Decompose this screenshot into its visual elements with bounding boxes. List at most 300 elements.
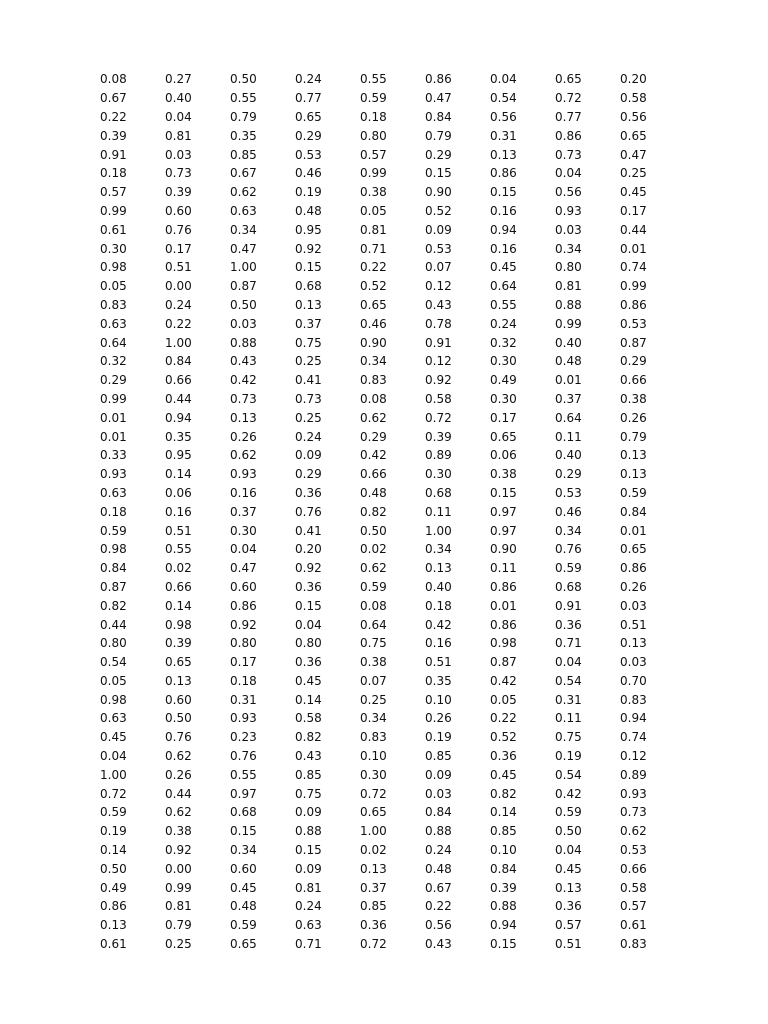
table-cell: 0.94 [620,711,647,726]
table-cell: 0.50 [230,297,257,312]
table-cell: 0.65 [490,429,517,444]
table-cell: 0.31 [490,128,517,143]
table-cell: 0.29 [295,467,322,482]
table-cell: 0.12 [620,749,647,764]
table-cell: 0.30 [425,467,452,482]
table-cell: 0.87 [490,655,517,670]
table-cell: 0.65 [360,297,387,312]
table-cell: 0.55 [230,767,257,782]
table-cell: 0.15 [295,843,322,858]
table-row [100,183,685,202]
table-cell: 0.52 [360,279,387,294]
table-cell: 0.59 [555,805,582,820]
table-cell: 0.05 [100,673,127,688]
table-cell: 0.53 [620,316,647,331]
table-cell: 0.56 [555,185,582,200]
table-cell: 0.22 [360,260,387,275]
table-cell: 0.34 [555,241,582,256]
table-cell: 0.03 [620,598,647,613]
table-cell: 0.76 [295,504,322,519]
table-cell: 0.57 [620,899,647,914]
table-cell: 0.94 [165,410,192,425]
table-cell: 0.03 [555,222,582,237]
table-cell: 0.75 [360,636,387,651]
table-cell: 0.79 [165,918,192,933]
table-row [100,296,685,315]
table-cell: 0.86 [230,598,257,613]
table-cell: 0.67 [100,91,127,106]
table-cell: 0.09 [295,805,322,820]
table-cell: 0.19 [100,824,127,839]
table-row [100,258,685,277]
table-cell: 0.06 [490,448,517,463]
table-row [100,916,685,935]
table-cell: 0.93 [100,467,127,482]
table-cell: 0.44 [165,391,192,406]
table-row [100,596,685,615]
table-cell: 0.72 [100,786,127,801]
table-cell: 0.87 [100,579,127,594]
table-cell: 0.78 [425,316,452,331]
table-cell: 0.29 [555,467,582,482]
table-cell: 0.88 [425,824,452,839]
table-cell: 0.24 [165,297,192,312]
table-row [100,239,685,258]
table-row [100,784,685,803]
table-cell: 0.62 [165,749,192,764]
table-cell: 0.13 [230,410,257,425]
table-cell: 0.80 [230,636,257,651]
table-cell: 0.58 [620,91,647,106]
table-cell: 0.81 [165,899,192,914]
table-cell: 0.24 [295,899,322,914]
table-cell: 0.50 [360,523,387,538]
table-cell: 0.15 [490,185,517,200]
table-cell: 0.34 [230,222,257,237]
table-cell: 0.23 [230,730,257,745]
table-cell: 0.20 [295,542,322,557]
table-cell: 0.25 [165,937,192,952]
table-cell: 0.50 [230,72,257,87]
table-cell: 0.05 [490,692,517,707]
table-cell: 0.47 [425,91,452,106]
table-cell: 0.48 [425,861,452,876]
table-cell: 0.03 [165,147,192,162]
table-cell: 0.39 [165,636,192,651]
table-cell: 0.90 [425,185,452,200]
table-cell: 0.08 [100,72,127,87]
table-cell: 0.85 [295,767,322,782]
table-cell: 0.13 [490,147,517,162]
table-cell: 0.42 [230,373,257,388]
table-row [100,540,685,559]
table-cell: 0.57 [555,918,582,933]
table-cell: 0.75 [555,730,582,745]
table-cell: 0.81 [165,128,192,143]
table-cell: 0.01 [620,523,647,538]
table-cell: 0.77 [295,91,322,106]
table-cell: 0.41 [295,523,322,538]
table-cell: 0.98 [490,636,517,651]
table-cell: 0.62 [230,185,257,200]
table-cell: 0.83 [360,730,387,745]
table-cell: 0.22 [490,711,517,726]
table-cell: 0.86 [555,128,582,143]
table-cell: 0.84 [490,861,517,876]
table-cell: 0.47 [230,561,257,576]
table-cell: 0.84 [425,805,452,820]
table-cell: 0.93 [620,786,647,801]
table-cell: 0.29 [360,429,387,444]
table-cell: 0.51 [555,937,582,952]
table-cell: 0.39 [100,128,127,143]
table-cell: 0.48 [555,354,582,369]
table-cell: 0.63 [100,316,127,331]
table-cell: 0.81 [295,880,322,895]
table-cell: 0.30 [490,354,517,369]
table-cell: 0.70 [620,673,647,688]
number-table [100,70,685,953]
table-cell: 0.26 [620,579,647,594]
table-cell: 0.29 [100,373,127,388]
table-cell: 0.88 [295,824,322,839]
table-cell: 0.72 [555,91,582,106]
table-cell: 0.10 [425,692,452,707]
table-cell: 0.16 [490,203,517,218]
table-cell: 0.56 [620,109,647,124]
table-cell: 0.47 [230,241,257,256]
table-cell: 0.12 [425,354,452,369]
table-cell: 0.65 [230,937,257,952]
table-cell: 0.64 [360,617,387,632]
table-cell: 0.32 [100,354,127,369]
table-cell: 0.05 [100,279,127,294]
table-cell: 0.22 [165,316,192,331]
table-cell: 0.58 [425,391,452,406]
table-cell: 0.30 [490,391,517,406]
table-cell: 0.04 [165,109,192,124]
table-cell: 0.09 [425,222,452,237]
table-cell: 0.77 [555,109,582,124]
table-cell: 0.84 [100,561,127,576]
table-cell: 1.00 [165,335,192,350]
table-cell: 0.42 [425,617,452,632]
table-cell: 0.40 [425,579,452,594]
table-cell: 0.80 [360,128,387,143]
table-cell: 0.95 [165,448,192,463]
table-cell: 0.91 [555,598,582,613]
table-cell: 0.13 [425,561,452,576]
table-cell: 0.68 [295,279,322,294]
table-cell: 0.88 [490,899,517,914]
table-cell: 0.43 [230,354,257,369]
table-cell: 0.81 [360,222,387,237]
table-cell: 0.52 [490,730,517,745]
table-cell: 0.19 [555,749,582,764]
table-cell: 0.82 [295,730,322,745]
table-cell: 0.03 [425,786,452,801]
table-row [100,709,685,728]
table-cell: 0.31 [230,692,257,707]
table-cell: 0.09 [295,861,322,876]
table-cell: 0.54 [100,655,127,670]
table-cell: 0.99 [100,203,127,218]
table-cell: 0.34 [425,542,452,557]
table-cell: 0.56 [425,918,452,933]
table-cell: 0.92 [295,241,322,256]
table-row [100,502,685,521]
table-cell: 0.44 [100,617,127,632]
table-cell: 0.88 [230,335,257,350]
table-cell: 0.71 [360,241,387,256]
table-cell: 0.90 [360,335,387,350]
table-cell: 0.09 [295,448,322,463]
table-cell: 0.60 [165,203,192,218]
table-cell: 0.42 [360,448,387,463]
table-cell: 0.00 [165,279,192,294]
table-row [100,108,685,127]
table-cell: 0.66 [165,579,192,594]
table-cell: 0.61 [100,937,127,952]
table-cell: 0.11 [425,504,452,519]
table-row [100,859,685,878]
table-cell: 0.63 [100,711,127,726]
table-cell: 0.02 [360,542,387,557]
table-cell: 0.53 [295,147,322,162]
table-cell: 0.80 [100,636,127,651]
table-cell: 0.58 [295,711,322,726]
table-cell: 0.42 [555,786,582,801]
table-cell: 0.86 [620,561,647,576]
table-cell: 0.43 [295,749,322,764]
table-cell: 0.53 [620,843,647,858]
table-cell: 0.15 [295,260,322,275]
table-cell: 0.72 [360,937,387,952]
table-cell: 0.24 [295,429,322,444]
table-cell: 0.01 [100,410,127,425]
table-cell: 0.38 [360,655,387,670]
table-cell: 0.39 [425,429,452,444]
table-cell: 0.46 [360,316,387,331]
table-cell: 0.07 [425,260,452,275]
table-cell: 0.34 [230,843,257,858]
table-cell: 0.04 [295,617,322,632]
table-cell: 0.63 [230,203,257,218]
table-cell: 0.82 [360,504,387,519]
table-cell: 0.11 [555,711,582,726]
table-cell: 0.56 [490,109,517,124]
table-cell: 0.33 [100,448,127,463]
table-cell: 0.74 [620,730,647,745]
table-cell: 0.66 [620,373,647,388]
table-cell: 0.29 [295,128,322,143]
table-cell: 0.19 [425,730,452,745]
table-cell: 0.51 [620,617,647,632]
table-cell: 0.08 [360,598,387,613]
table-row [100,371,685,390]
table-cell: 0.99 [620,279,647,294]
table-cell: 0.63 [295,918,322,933]
table-cell: 1.00 [360,824,387,839]
table-cell: 1.00 [100,767,127,782]
table-cell: 0.59 [555,561,582,576]
table-cell: 0.27 [165,72,192,87]
table-cell: 0.75 [295,786,322,801]
table-cell: 0.44 [165,786,192,801]
table-cell: 0.65 [295,109,322,124]
table-cell: 0.89 [620,767,647,782]
table-cell: 0.55 [165,542,192,557]
table-cell: 0.18 [425,598,452,613]
table-cell: 0.50 [165,711,192,726]
table-cell: 0.62 [620,824,647,839]
table-cell: 0.55 [230,91,257,106]
table-cell: 0.01 [620,241,647,256]
table-cell: 0.30 [230,523,257,538]
table-cell: 0.03 [620,655,647,670]
table-cell: 0.68 [230,805,257,820]
table-cell: 0.26 [425,711,452,726]
table-cell: 0.87 [620,335,647,350]
table-cell: 0.15 [295,598,322,613]
table-cell: 0.79 [425,128,452,143]
table-row [100,314,685,333]
table-cell: 0.45 [100,730,127,745]
table-row [100,578,685,597]
table-cell: 0.85 [490,824,517,839]
table-cell: 0.25 [295,410,322,425]
table-cell: 0.38 [165,824,192,839]
table-cell: 0.26 [230,429,257,444]
table-cell: 0.54 [555,673,582,688]
table-cell: 0.71 [295,937,322,952]
table-cell: 0.37 [295,316,322,331]
table-row [100,164,685,183]
table-cell: 0.20 [620,72,647,87]
table-cell: 0.93 [230,711,257,726]
table-cell: 0.09 [425,767,452,782]
table-cell: 0.73 [230,391,257,406]
table-cell: 0.04 [555,843,582,858]
table-cell: 0.62 [165,805,192,820]
table-cell: 0.24 [425,843,452,858]
table-cell: 0.04 [490,72,517,87]
table-cell: 0.60 [165,692,192,707]
table-cell: 0.82 [100,598,127,613]
table-cell: 0.59 [100,805,127,820]
table-cell: 0.98 [100,260,127,275]
table-cell: 0.06 [165,485,192,500]
table-row [100,277,685,296]
table-cell: 0.55 [360,72,387,87]
table-cell: 0.68 [555,579,582,594]
table-cell: 0.02 [165,561,192,576]
table-cell: 0.34 [360,354,387,369]
table-cell: 0.12 [425,279,452,294]
table-cell: 0.60 [230,861,257,876]
table-cell: 0.25 [295,354,322,369]
table-cell: 0.59 [100,523,127,538]
table-cell: 0.14 [165,598,192,613]
table-row [100,690,685,709]
table-cell: 0.14 [165,467,192,482]
table-row [100,803,685,822]
table-row [100,126,685,145]
table-cell: 0.62 [360,561,387,576]
table-cell: 0.36 [555,899,582,914]
table-row [100,765,685,784]
table-cell: 0.66 [360,467,387,482]
table-cell: 0.13 [100,918,127,933]
table-cell: 0.83 [360,373,387,388]
table-cell: 0.45 [555,861,582,876]
table-cell: 0.18 [100,166,127,181]
table-row [100,333,685,352]
table-cell: 0.44 [620,222,647,237]
table-cell: 0.80 [555,260,582,275]
table-cell: 0.03 [230,316,257,331]
table-cell: 0.92 [165,843,192,858]
table-row [100,672,685,691]
table-cell: 0.97 [230,786,257,801]
table-cell: 0.17 [490,410,517,425]
table-cell: 0.13 [620,636,647,651]
table-cell: 0.97 [490,504,517,519]
table-cell: 0.60 [230,579,257,594]
table-cell: 0.45 [295,673,322,688]
table-cell: 0.55 [490,297,517,312]
table-cell: 0.61 [620,918,647,933]
table-cell: 0.36 [295,655,322,670]
table-cell: 0.29 [425,147,452,162]
table-cell: 0.34 [360,711,387,726]
table-cell: 0.00 [165,861,192,876]
table-cell: 0.38 [360,185,387,200]
table-row [100,89,685,108]
table-cell: 0.47 [620,147,647,162]
table-row [100,352,685,371]
table-cell: 0.30 [100,241,127,256]
table-cell: 0.51 [165,523,192,538]
table-cell: 0.22 [425,899,452,914]
table-cell: 0.35 [425,673,452,688]
table-cell: 0.98 [100,542,127,557]
table-cell: 0.80 [295,636,322,651]
table-cell: 0.94 [490,222,517,237]
table-cell: 0.50 [555,824,582,839]
table-cell: 0.16 [165,504,192,519]
table-cell: 0.40 [165,91,192,106]
table-cell: 0.45 [490,767,517,782]
table-cell: 0.22 [100,109,127,124]
table-row [100,145,685,164]
table-cell: 0.53 [555,485,582,500]
table-cell: 0.57 [360,147,387,162]
table-cell: 0.35 [165,429,192,444]
table-cell: 0.45 [620,185,647,200]
table-cell: 0.91 [425,335,452,350]
table-cell: 0.86 [100,899,127,914]
table-cell: 0.61 [100,222,127,237]
table-cell: 0.14 [100,843,127,858]
table-cell: 0.93 [555,203,582,218]
table-cell: 0.15 [490,485,517,500]
table-cell: 0.19 [295,185,322,200]
table-cell: 0.04 [555,166,582,181]
table-cell: 0.66 [165,373,192,388]
table-cell: 0.72 [425,410,452,425]
table-cell: 0.18 [230,673,257,688]
